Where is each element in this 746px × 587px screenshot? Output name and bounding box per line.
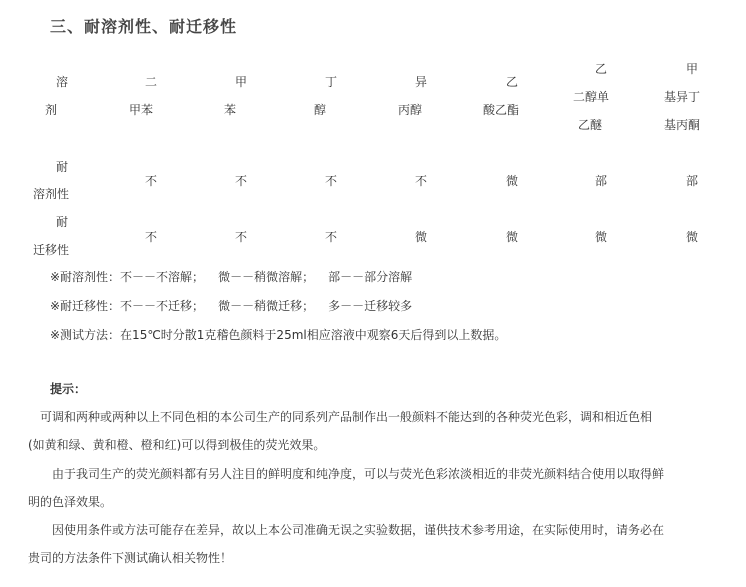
note-text: 微－－稍微溶解；	[218, 270, 315, 284]
table-cell: 微	[414, 230, 427, 244]
header-solvent-line2: 剂	[44, 103, 57, 117]
header-ethyl-acetate-line2: 酸乙酯	[482, 103, 519, 117]
header-glycol-ether-line3: 乙醚	[577, 118, 602, 132]
note-text: 部－－部分溶解	[328, 270, 413, 284]
header-toluene-line2: 苯	[223, 103, 236, 117]
header-isopropanol-line2: 丙醇	[397, 103, 422, 117]
header-mibk-line2: 基异丁	[663, 90, 700, 104]
tips-paragraph-line: 因使用条件或方法可能存在差异，故以上本公司准确无误之实验数据，谨供技术参考用途，在实际使用时，请务必在	[28, 523, 665, 537]
header-glycol-ether-line2: 二醇单	[572, 90, 609, 104]
tips-paragraph-line: 由于我司生产的荧光颜料都有另人注目的鲜明度和纯净度，可以与荧光色彩浓淡相近的非荧光颜料结合使用以取得鲜	[28, 467, 665, 481]
table-cell: 不	[414, 174, 427, 188]
tips-paragraph-line: 可调和两种或两种以上不同色相的本公司生产的同系列产品制作出一般颜料不能达到的各种荧光色彩，调和相近色相	[28, 410, 653, 424]
header-glycol-ether-line1: 乙	[594, 62, 607, 76]
row-label-line2: 溶剂性	[32, 187, 69, 201]
note-test-method: ※测试方法：在15℃时分散1克稽色颜料于25ml相应溶液中观察6天后得到以上数据。	[50, 328, 507, 342]
note-text: ※耐迁移性：不－－不迁移；	[50, 299, 205, 313]
tips-paragraph-line: (如黄和绿、黄和橙、橙和红)可以得到极佳的荧光效果。	[28, 438, 326, 452]
header-mibk-line3: 基丙酮	[663, 118, 700, 132]
header-xylene-line1: 二	[144, 75, 157, 89]
header-toluene-line1: 甲	[234, 75, 247, 89]
table-cell: 不	[144, 230, 157, 244]
table-cell: 不	[234, 230, 247, 244]
row-label-line2: 迁移性	[32, 243, 69, 257]
table-cell: 不	[324, 174, 337, 188]
note-text: 微－－稍微迁移；	[218, 299, 315, 313]
note-solvent-legend	[50, 268, 412, 285]
tips-paragraph-line: 明的色泽效果。	[28, 495, 113, 509]
row-label-line1: 耐	[55, 160, 68, 174]
table-cell: 部	[685, 174, 698, 188]
note-text: 多－－迁移较多	[328, 299, 413, 313]
tips-heading: 提示：	[50, 382, 87, 396]
header-xylene-line2: 甲苯	[128, 103, 153, 117]
header-isopropanol-line1: 异	[414, 75, 427, 89]
header-ethyl-acetate-line1: 乙	[505, 75, 518, 89]
table-cell: 不	[324, 230, 337, 244]
table-cell: 部	[594, 174, 607, 188]
table-cell: 微	[505, 230, 518, 244]
section-title: 三、耐溶剂性、耐迁移性	[50, 17, 238, 36]
table-cell: 不	[234, 174, 247, 188]
header-mibk-line1: 甲	[685, 62, 698, 76]
table-cell: 不	[144, 174, 157, 188]
table-cell: 微	[594, 230, 607, 244]
row-label-line1: 耐	[55, 215, 68, 229]
header-butanol-line1: 丁	[324, 75, 337, 89]
header-butanol-line2: 醇	[313, 103, 326, 117]
table-cell: 微	[685, 230, 698, 244]
note-text: ※耐溶剂性：不－－不溶解；	[50, 270, 205, 284]
note-migration-legend	[50, 297, 412, 314]
header-solvent-line1: 溶	[55, 75, 68, 89]
table-cell: 微	[505, 174, 518, 188]
tips-paragraph-line: 贵司的方法条件下测试确认相关物性！	[28, 551, 233, 565]
